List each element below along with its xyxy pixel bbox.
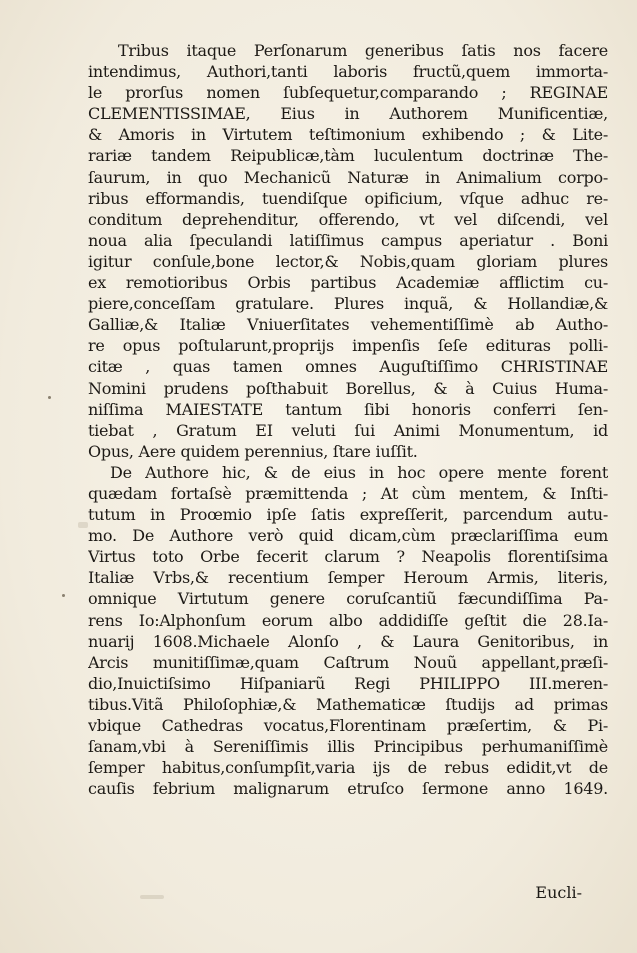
text-line: igitur conſule,bone lector,& Nobis,quam gloriam plures — [88, 251, 608, 271]
catchword: Eucli- — [535, 883, 582, 902]
text-line: tiebat , Gratum EI veluti ſui Animi Monumentum, id — [88, 420, 608, 440]
text-line: rariæ tandem Reipublicæ,tàm luculentum doctrinæ The- — [88, 146, 608, 166]
text-line: omnique Virtutum genere coruſcantiũ fæcundiſſima Pa- — [88, 589, 608, 609]
text-line: le prorſus nomen ſubſequetur,comparando ; REGINAE — [88, 83, 608, 103]
text-line: intendimus, Authori,tanti laboris fructũ,quem immorta- — [88, 62, 608, 82]
text-line: Virtus toto Orbe fecerit clarum ? Neapolis florentiſsima — [88, 547, 608, 567]
text-line: ex remotioribus Orbis partibus Academiæ afflictim cu- — [88, 273, 608, 293]
text-line: noua alia ſpeculandi latiſſimus campus aperiatur . Boni — [88, 230, 608, 250]
bottom-smudge — [140, 895, 164, 899]
text-line: Tribus itaque Perſonarum generibus ſatis nos facere — [118, 41, 608, 60]
text-line: conditum deprehenditur, offerendo, vt vel diſcendi, vel — [88, 209, 608, 229]
text-line: re opus poſtularunt,proprijs impenſis ſeſe edituras polli- — [88, 336, 608, 356]
text-line: ſanam,vbi à Sereniſſimis illis Principibus perhumaniſſimè — [88, 737, 608, 757]
text-line: Galliæ,& Italiæ Vniuerſitates vehementiſſimè ab Autho- — [88, 315, 608, 335]
margin-dot — [62, 594, 65, 597]
margin-smudge — [78, 522, 88, 528]
text-line: tutum in Proœmio ipſe ſatis expreſſerit, parcendum autu- — [88, 505, 608, 525]
text-line: piere,conceſſam gratulare. Plures inquã, & Hollandiæ,& — [88, 294, 608, 314]
text-line: quædam fortaſsè præmittenda ; At cùm mentem, & Inſti- — [88, 483, 608, 503]
margin-dot — [48, 396, 51, 399]
text-line: citæ , quas tamen omnes Auguſtiſſimo CHRISTINAE — [88, 357, 608, 377]
text-line: mo. De Authore verò quid dicam,cùm præclariſſima eum — [88, 526, 608, 546]
text-line: dio,Inuictiſsimo Hiſpaniarũ Regi PHILIPPO III.meren- — [88, 673, 608, 693]
text-line: ſemper habitus,conſumpſit,varia ijs de rebus edidit,vt de — [88, 758, 608, 778]
text-line: cauſis febrium malignarum etruſco ſermone anno 1649. — [88, 779, 608, 799]
text-line: Opus, Aere quidem perennius, ſtare iuſſit. — [88, 441, 418, 461]
text-line: ribus efformandis, tuendiſque opificium, vſque adhuc re- — [88, 188, 608, 208]
text-line: niſſima MAIESTATE tantum ſibi honoris conferri ſen- — [88, 399, 608, 419]
text-line: vbique Cathedras vocatus,Florentinam præſertim, & Pi- — [88, 716, 608, 735]
text-line: tibus.Vitã Philoſophiæ,& Mathematicæ ſtudijs ad primas — [88, 694, 608, 714]
text-line: Italiæ Vrbs,& recentium ſemper Heroum Armis, literis, — [88, 568, 608, 588]
text-line: Nomini prudens poſthabuit Borellus, & à Cuius Huma- — [88, 378, 608, 398]
body-text — [88, 40, 608, 799]
text-line: rens Io:Alphonſum eorum albo addidiſſe geſtit die 28.Ia- — [88, 610, 608, 630]
text-line: De Authore hic, & de eius in hoc opere mente forent — [110, 462, 608, 482]
text-line: CLEMENTISSIMAE, Eius in Authorem Munificentiæ, — [88, 104, 608, 124]
text-line: & Amoris in Virtutem teſtimonium exhibendo ; & Lite- — [88, 125, 608, 145]
text-line: ſaurum, in quo Mechanicũ Naturæ in Animalium corpo- — [88, 167, 608, 187]
text-line: nuarij 1608.Michaele Alonſo , & Laura Genitoribus, in — [88, 631, 608, 651]
text-line: Arcis munitiſſimæ,quam Caſtrum Nouũ appellant,præſi- — [88, 652, 608, 672]
